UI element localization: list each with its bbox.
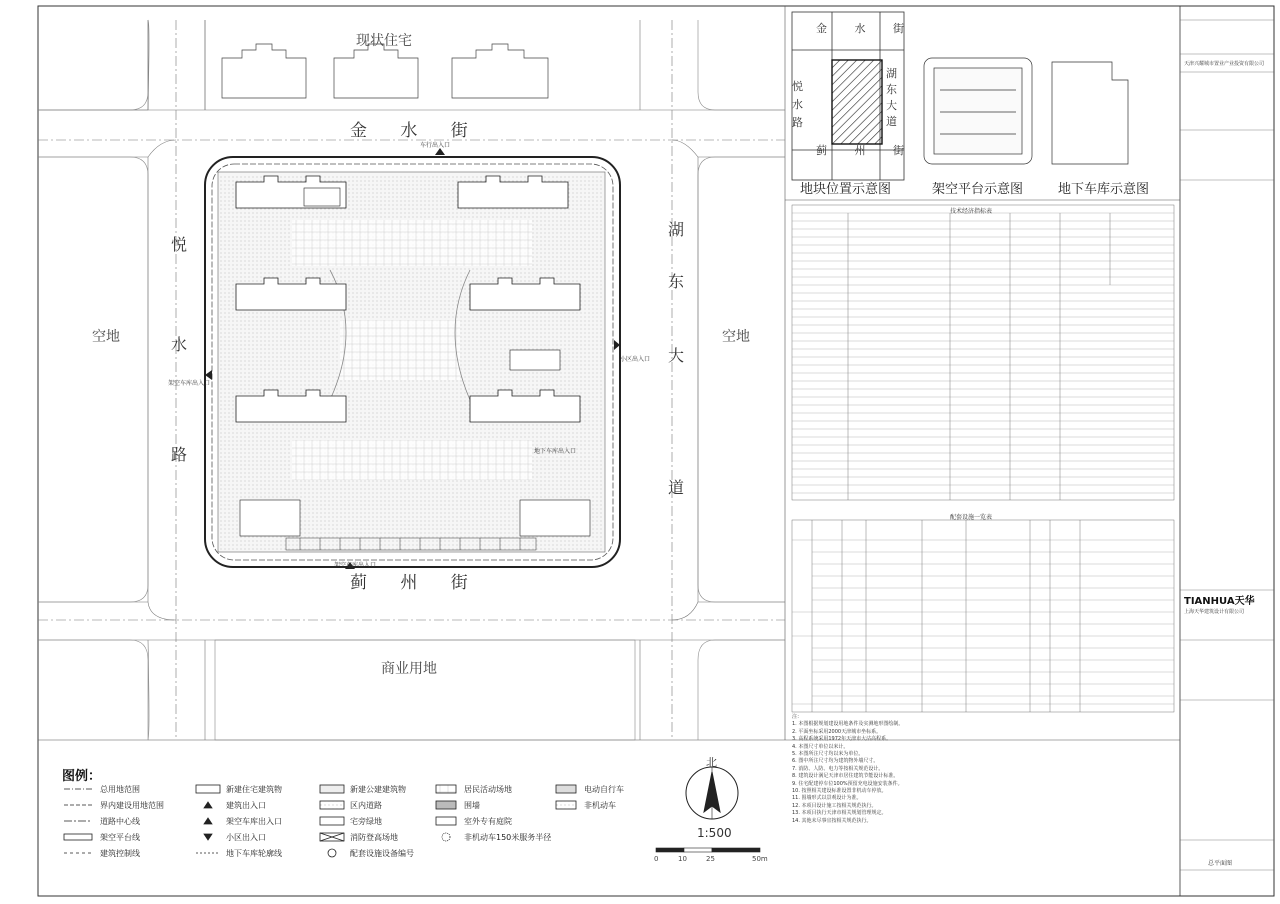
keymap-road-right-2: 东 <box>886 83 897 96</box>
note-line: 2. 平面坐标采用2000天津城市坐标系。 <box>792 728 882 735</box>
legend-item: 宅旁绿地 <box>350 817 382 826</box>
legend-item: 居民活动场地 <box>464 785 512 794</box>
keymap-street-top: 金 水 街 <box>816 22 916 35</box>
note-line: 8. 建筑设计满足天津市居住建筑节能设计标准。 <box>792 773 899 780</box>
location-map-caption: 地块位置示意图 <box>800 182 892 197</box>
west-lot <box>38 157 148 602</box>
legend-item: 总用地范围 <box>100 785 140 794</box>
facilities-table <box>792 520 1174 712</box>
keymap-road-right-1: 湖 <box>886 67 897 80</box>
south-street-name: 蓟 州 街 <box>350 573 482 593</box>
scale-tick: 0 <box>654 855 659 863</box>
east-entry-label: 小区出入口 <box>620 356 651 363</box>
north-arrow <box>686 767 738 819</box>
north-entry-label: 车行出入口 <box>420 142 451 149</box>
scale-label: 1:500 <box>697 826 732 840</box>
note-line: 4. 本图尺寸单位以米计。 <box>792 743 849 750</box>
company-subname: 上海天华建筑设计有限公司 <box>1184 609 1245 615</box>
platform-map-caption: 架空平台示意图 <box>932 182 1024 197</box>
note-line: 6. 图中所注尺寸均为建筑物外墙尺寸。 <box>792 758 879 765</box>
legend-item: 配套设施设备编号 <box>350 849 414 858</box>
north-area-label: 现状住宅 <box>356 33 412 49</box>
legend-item: 小区出入口 <box>226 833 266 842</box>
south-area-label: 商业用地 <box>381 661 437 677</box>
garage-entry-label: 地下车库出入口 <box>534 448 577 455</box>
scale-bar <box>656 848 760 852</box>
facilities-table-title: 配套设施一览表 <box>950 514 993 521</box>
note-line: 5. 本图所注尺寸均以米为单位。 <box>792 751 864 758</box>
economic-table-rows <box>792 213 1174 493</box>
keymap-road-right-3: 大 <box>886 99 897 112</box>
client-name: 天津兴耀城市置业产业投资有限公司 <box>1184 61 1265 67</box>
legend-item: 架空平台线 <box>100 833 140 842</box>
note-line: 11. 围墙形式以景观设计为准。 <box>792 795 862 802</box>
garage-key-map <box>1052 62 1128 164</box>
legend-item: 非机动车 <box>584 801 616 810</box>
facilities-table-rows <box>792 540 1174 704</box>
legend-item: 消防登高场地 <box>350 833 398 842</box>
title-block-lines <box>1180 20 1274 870</box>
commercial-lot <box>215 640 635 740</box>
legend-item: 架空车库出入口 <box>226 817 282 826</box>
legend-item: 新建公建建筑物 <box>350 785 406 794</box>
notes-block <box>792 714 1172 825</box>
keymap-street-bottom: 蓟 州 街 <box>816 144 916 157</box>
legend-item: 区内道路 <box>350 801 382 810</box>
keymap-road-left-1: 悦 <box>792 80 803 93</box>
note-line: 13. 本项目执行天津市相关规划管理规定。 <box>792 810 887 817</box>
legend-item: 非机动车150米服务半径 <box>464 833 552 842</box>
activity-area-3 <box>292 440 532 480</box>
activity-area-1 <box>292 220 532 266</box>
notes-heading: 注： <box>792 714 803 720</box>
drawing-title: 总平面图 <box>1208 860 1233 867</box>
garage-map-caption: 地下车库示意图 <box>1058 182 1150 197</box>
east-road-char-1: 湖 <box>667 220 684 239</box>
keymap-road-left <box>792 78 806 132</box>
scale-tick: 25 <box>706 855 715 863</box>
note-line: 3. 高程系统采用1972年天津市大沽高程系。 <box>792 736 892 743</box>
keymap-road-right <box>886 66 900 130</box>
west-area-label: 空地 <box>92 329 120 345</box>
legend-item: 道路中心线 <box>100 817 140 826</box>
east-lot <box>698 157 785 602</box>
east-road-char-3: 大 <box>667 346 684 365</box>
keymap-road-left-2: 水 <box>792 98 803 111</box>
legend-item: 界内建设用地范围 <box>100 801 164 810</box>
note-line: 7. 消防、人防、电力等按相关规范设计。 <box>792 765 884 772</box>
activity-area-2 <box>340 320 460 380</box>
scale-tick: 10 <box>678 855 687 863</box>
legend-item: 电动自行车 <box>584 785 624 794</box>
west-road-char-2: 水 <box>170 335 187 354</box>
west-road-char-1: 悦 <box>170 235 187 254</box>
company-logo: TIANHUA天华 <box>1184 596 1255 607</box>
south-entry-label: 架空车库出入口 <box>334 562 377 569</box>
legend-item: 新建住宅建筑物 <box>226 785 282 794</box>
note-line: 1. 本图根据规划建设用地条件及实测地形图绘制。 <box>792 721 904 728</box>
legend-title: 图例： <box>62 769 102 784</box>
north-label: 北 <box>706 756 717 769</box>
platform-key-map <box>924 58 1032 164</box>
legend-item: 建筑控制线 <box>100 849 140 858</box>
legend-item: 围墙 <box>464 801 480 810</box>
legend-item: 建筑出入口 <box>226 801 266 810</box>
east-area-label: 空地 <box>722 329 750 345</box>
keymap-road-left-3: 路 <box>792 116 803 129</box>
economic-table <box>792 205 1174 500</box>
note-line: 14. 其他未尽事宜按相关规范执行。 <box>792 817 872 824</box>
note-line: 12. 本项目设计施工按相关规范执行。 <box>792 802 877 809</box>
existing-residential <box>222 44 548 98</box>
keymap-road-right-4: 道 <box>886 115 897 128</box>
legend-item: 地下车库轮廓线 <box>226 849 282 858</box>
east-road-char-2: 东 <box>667 272 684 291</box>
note-line: 10. 按照相关建设标准设置非机动车停放。 <box>792 788 887 795</box>
west-entry-label: 架空车库出入口 <box>168 380 211 387</box>
legend-item: 室外专有庭院 <box>464 817 512 826</box>
north-street-name: 金 水 街 <box>350 121 482 141</box>
note-line: 9. 住宅配建停车位100%预留充电设施安装条件。 <box>792 780 903 787</box>
west-road-char-3: 路 <box>170 445 187 464</box>
east-road-char-4: 道 <box>667 478 684 497</box>
scale-tick: 50m <box>752 855 768 863</box>
economic-table-title: 技术经济指标表 <box>950 208 993 215</box>
